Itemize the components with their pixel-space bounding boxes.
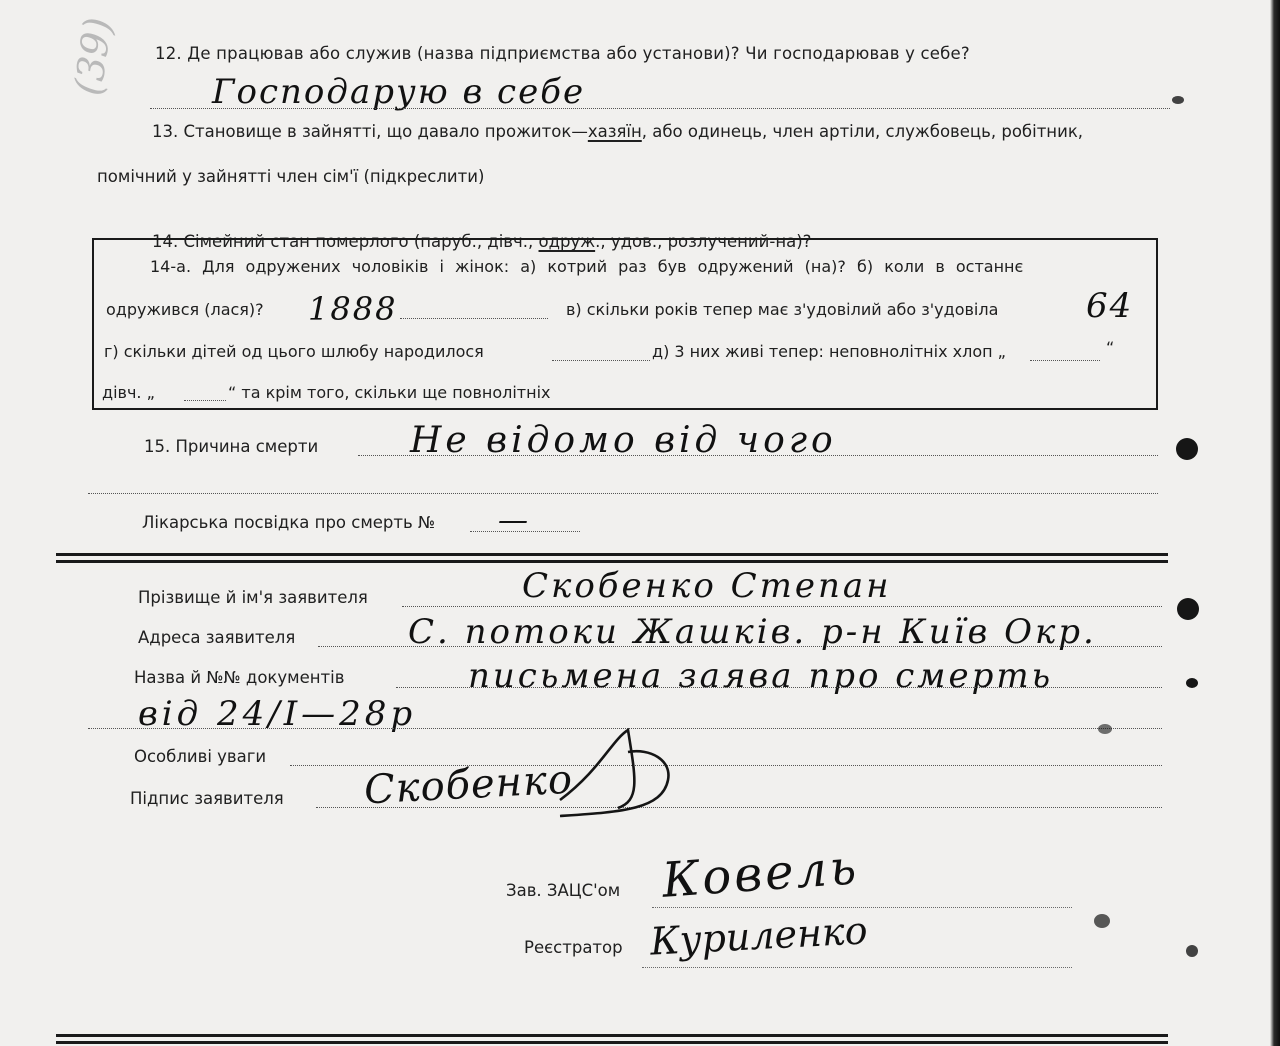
q13-underlined-owner: хазяїн <box>587 122 642 141</box>
margin-note: (39) <box>66 14 121 99</box>
applicant-name-line <box>402 606 1162 607</box>
punch-mark-5 <box>1172 96 1184 104</box>
documents-value-line2: від 24/I—28р <box>138 694 417 734</box>
q14-underlined-married: одруж <box>538 232 596 251</box>
q14a-girls-line <box>184 400 226 401</box>
q14a-line3-close: “ <box>1106 338 1115 357</box>
applicant-signature-label: Підпис заявителя <box>130 789 284 808</box>
medical-certificate-line <box>470 531 580 532</box>
applicant-address-label: Адреса заявителя <box>138 628 296 647</box>
q13-text-a: 13. Становище в зайнятті, що давало прожиток— <box>152 122 588 141</box>
q14a-line3-children: г) скільки дітей од цього шлюбу народилося <box>104 342 484 361</box>
q13-text-b: , або одинець, член артіли, службовець, робітник, <box>641 122 1084 141</box>
q12-answer: Господарую в себе <box>212 72 586 112</box>
documents-line2 <box>88 728 1162 729</box>
head-of-office-label: Зав. ЗАЦС'ом <box>506 881 621 900</box>
page-bottom-rule-2 <box>56 1041 1168 1044</box>
documents-label: Назва й №№ документів <box>134 668 345 687</box>
punch-hole-1 <box>1176 438 1198 460</box>
page-edge <box>1270 0 1280 1046</box>
q14a-line2-widow-label: в) скільки років тепер має з'удовілий або з'удовіла <box>566 300 999 319</box>
q15-answer: Не відомо від чого <box>410 420 837 461</box>
page-bottom-rule-1 <box>56 1034 1168 1037</box>
q14a-line2-label: одружився (лася)? <box>106 300 264 319</box>
medical-certificate-number: — <box>498 503 530 538</box>
q14a-line4-girls: дівч. „ <box>102 383 155 402</box>
punch-hole-3 <box>1186 678 1198 688</box>
applicant-signature: Скобенко <box>362 756 575 814</box>
q14a-boys-line <box>1030 360 1100 361</box>
q14a-line3-living: д) 3 них живі тепер: неповнолітніх хлоп „ <box>652 342 1006 361</box>
q14a-line4-adults: “ та крім того, скільки ще повнолітніх <box>228 383 551 402</box>
q14-text-a: 14. Сімейний стан померлого (паруб., дівч., <box>152 232 539 251</box>
documents-line <box>396 687 1162 688</box>
applicant-address-value: С. потоки Жашків. р-н Київ Окр. <box>408 612 1097 652</box>
q14a-line1: 14-а. Для одружених чоловіків і жінок: а) котрий раз був одружений (на)? б) коли в останнє <box>150 257 1024 276</box>
registrar-label: Реєстратор <box>524 938 623 957</box>
q14a-widow-years: 64 <box>1086 286 1134 326</box>
section-divider-top <box>56 553 1168 556</box>
q14-text-b: ., удов., розлучений-на)? <box>595 232 812 251</box>
q15-label: 15. Причина смерти <box>144 437 319 456</box>
punch-mark-6 <box>1186 945 1198 957</box>
section-divider-bottom <box>56 560 1168 563</box>
q14a-marriage-year: 1888 <box>308 290 398 328</box>
q12-answer-line <box>150 108 1170 109</box>
registrar-signature-line <box>642 967 1072 968</box>
punch-hole-2 <box>1177 598 1199 620</box>
q14a-year-line <box>400 318 548 319</box>
q15-extra-line <box>88 493 1158 494</box>
applicant-name-label: Прізвище й ім'я заявителя <box>138 588 368 607</box>
medical-certificate-label: Лікарська посвідка про смерть № <box>142 513 436 532</box>
applicant-name-value: Скобенко Степан <box>522 566 892 606</box>
q12-label: 12. Де працював або служив (назва підприємства або установи)? Чи господарював у себе? <box>155 44 970 63</box>
special-notes-label: Особливі уваги <box>134 747 267 766</box>
registrar-signature: Куриленко <box>648 908 869 964</box>
head-of-office-signature: Ковель <box>660 839 861 909</box>
q14a-children-line <box>552 360 650 361</box>
punch-mark-4 <box>1094 914 1110 928</box>
q13-line1 <box>152 122 1083 142</box>
documents-value: письмена заява про смерть <box>468 656 1054 696</box>
punch-mark-7 <box>1098 724 1112 734</box>
q13-line2: помічний у зайнятті член сім'ї (підкреслити) <box>97 167 485 186</box>
